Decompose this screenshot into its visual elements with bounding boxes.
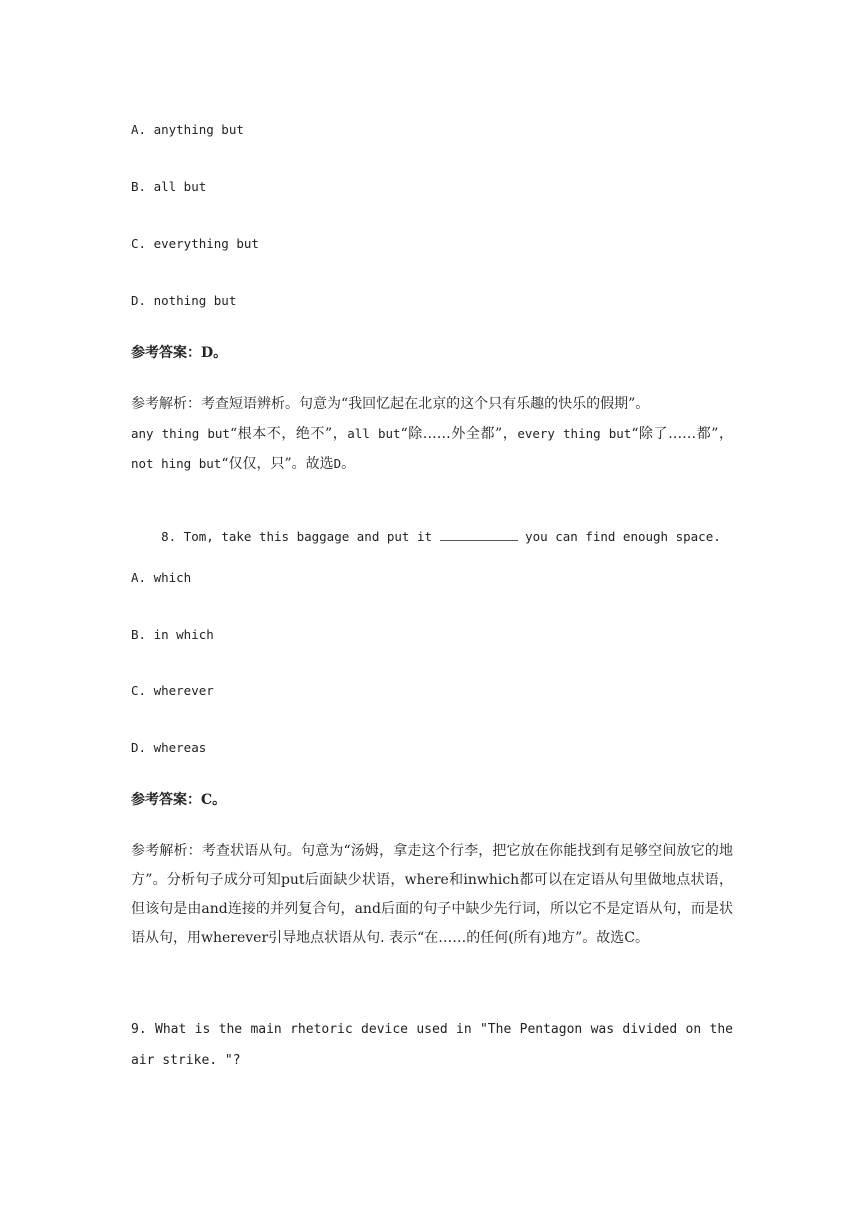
q8-answer: 参考答案：C。 [131, 792, 227, 808]
q7-meaning-anything: “根本不，绝不”， [229, 426, 348, 442]
q8-stem-before: 8. Tom, take this baggage and put it [161, 529, 440, 544]
q7-explanation-line1: 参考解析：考查短语辨析。句意为“我回忆起在北京的这个只有乐趣的快乐的假期”。 [131, 396, 650, 412]
q8-option-c: C. wherever [131, 683, 214, 698]
q7-option-d: D. nothing but [131, 293, 237, 308]
q7-term-nothing: not hing but [131, 456, 222, 471]
q8-explanation: 参考解析：考查状语从句。句意为“汤姆，拿走这个行李，把它放在你能找到有足够空间放它的地方”。分析句子成分可知put后面缺少状语，where和inwhich都可以在定语从句里做地点状语，但该句是由and连接的并列复合句，and后面的句子中缺少先行词，所以它不是定语从句，而是状语从句，用wherever引导地点状语从句. 表示“在……的任何(所有)地方”。故选C。 [131, 843, 733, 946]
q7-meaning-nothing: “仅仅，只”。故选 [221, 456, 334, 472]
q7-option-b: B. all but [131, 179, 207, 194]
q7-term-everything: every thing but [517, 426, 632, 441]
q7-term-anything: any thing but [131, 426, 230, 441]
q8-stem [131, 513, 721, 561]
q7-choice-letter: D [333, 456, 342, 471]
q7-answer: 参考答案：D。 [131, 345, 228, 361]
q8-answer-blank [440, 529, 518, 541]
q7-term-all: all but [347, 426, 401, 441]
q7-option-a: A. anything but [131, 122, 244, 137]
q7-option-c: C. everything but [131, 236, 259, 251]
q7-meaning-everything: “除了……都”， [631, 426, 733, 442]
q7-explanation [131, 390, 733, 479]
q8-option-b: B. in which [131, 627, 214, 642]
q8-option-a: A. which [131, 570, 192, 585]
q7-meaning-all: “除……外全都”， [400, 426, 518, 442]
q9-stem: 9. What is the main rhetoric device used in "The Pentagon was divided on the air strike. "? [131, 1022, 733, 1068]
q8-option-d: D. whereas [131, 740, 207, 755]
q8-stem-after: you can find enough space. [517, 529, 721, 544]
q7-period: 。 [341, 456, 356, 472]
